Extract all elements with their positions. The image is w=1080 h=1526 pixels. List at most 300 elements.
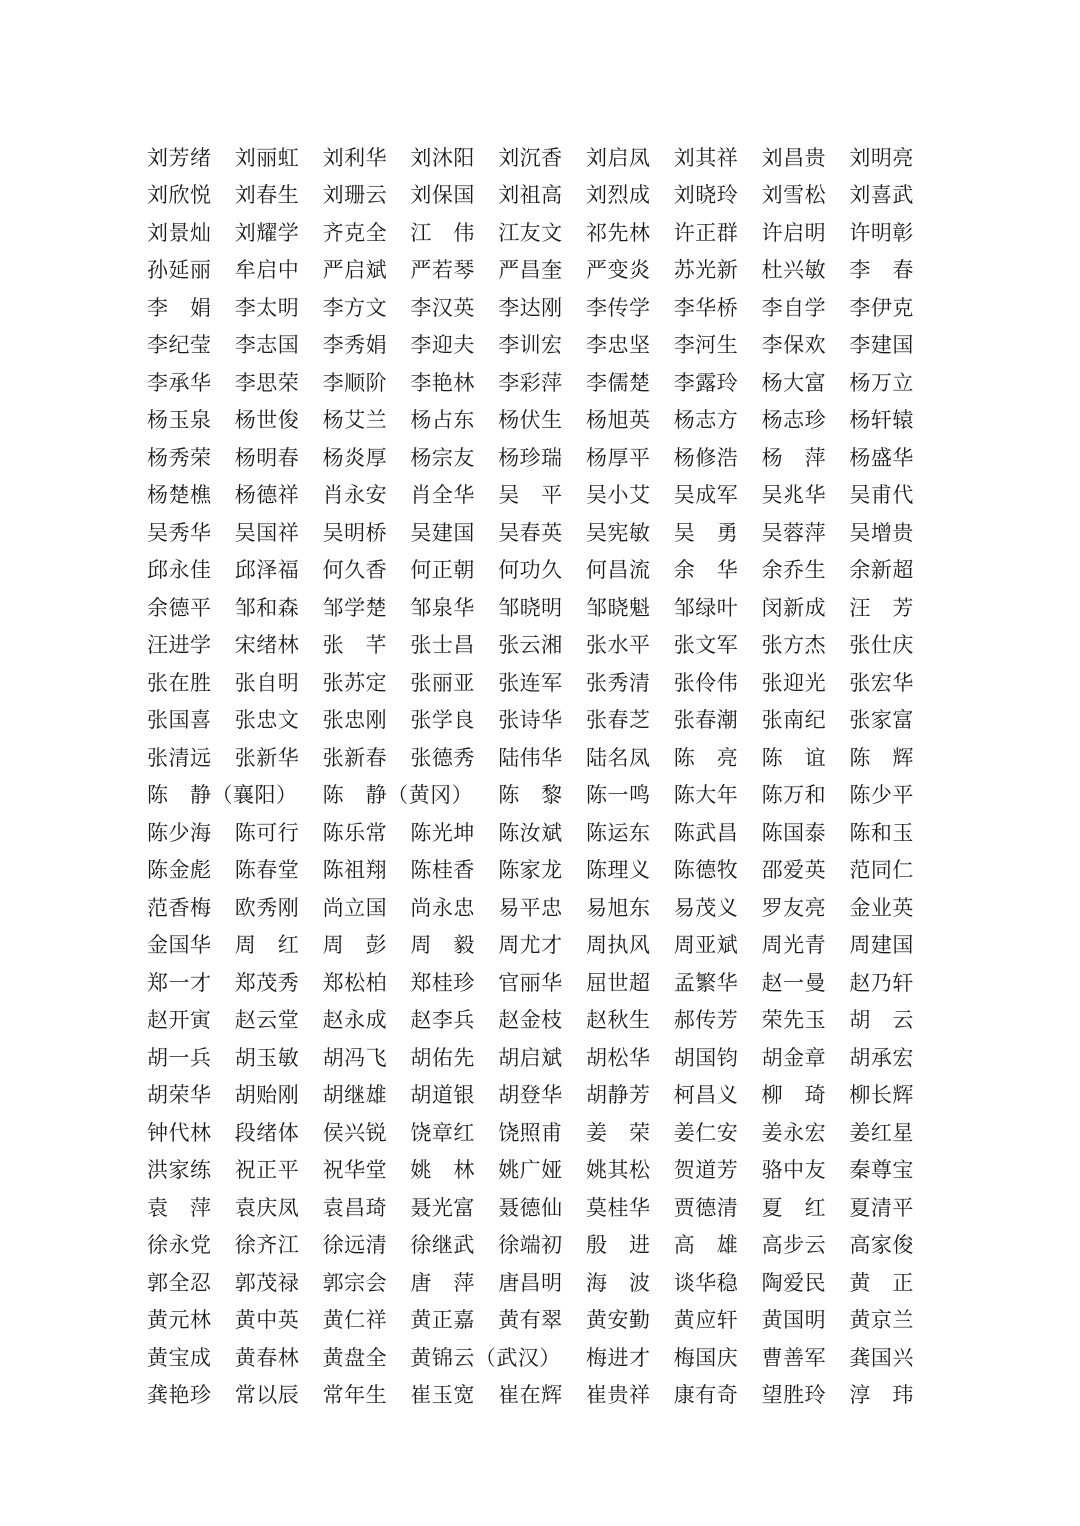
name-row [147, 1263, 937, 1301]
name-entry: 尚永忠 [410, 895, 475, 920]
name-entry: 黄盘全 [322, 1345, 388, 1370]
name-entry: 张国喜 [147, 708, 212, 733]
name-entry: 周光青 [761, 933, 827, 958]
name-entry: 张南纪 [761, 708, 827, 733]
name-entry: 张仕庆 [849, 633, 914, 658]
name-entry: 李方文 [322, 295, 388, 320]
name-entry: 常年生 [322, 1383, 388, 1408]
name-entry: 陈 谊 [761, 745, 827, 770]
name-entry: 陈祖翔 [322, 858, 388, 883]
name-entry: 柯昌义 [673, 1083, 739, 1108]
name-entry: 闵新成 [761, 595, 827, 620]
name-entry: 郭茂禄 [234, 1270, 300, 1295]
name-entry: 李顺阶 [322, 370, 388, 395]
name-entry: 陈运东 [585, 820, 651, 845]
name-entry: 江 伟 [410, 220, 475, 245]
name-entry: 张苏定 [322, 670, 388, 695]
name-entry: 吴春英 [498, 520, 563, 545]
name-entry: 周 毅 [410, 933, 475, 958]
name-entry: 饶照甫 [498, 1120, 563, 1145]
name-entry: 刘丽虹 [234, 145, 300, 170]
name-entry: 张新春 [322, 745, 388, 770]
name-entry: 袁昌琦 [322, 1195, 388, 1220]
name-entry: 欧秀刚 [234, 895, 300, 920]
name-entry: 张方杰 [761, 633, 827, 658]
name-entry: 张云湘 [498, 633, 563, 658]
name-entry: 贾德清 [673, 1195, 739, 1220]
name-entry: 李忠坚 [585, 333, 651, 358]
name-entry: 肖全华 [410, 483, 475, 508]
name-row [147, 438, 937, 476]
name-entry: 赵开寅 [147, 1008, 212, 1033]
name-entry: 周建国 [849, 933, 914, 958]
name-row [147, 1076, 937, 1114]
name-entry: 袁庆凤 [234, 1195, 300, 1220]
name-entry: 郑松柏 [322, 970, 388, 995]
name-row [147, 1113, 937, 1151]
name-entry: 刘祖高 [498, 183, 563, 208]
name-entry: 陈理义 [585, 858, 651, 883]
name-row [147, 326, 937, 364]
name-entry: 李传学 [585, 295, 651, 320]
name-row [147, 926, 937, 964]
name-entry: 陈春堂 [234, 858, 300, 883]
name-entry: 陈国泰 [761, 820, 827, 845]
name-entry: 邱泽福 [234, 558, 300, 583]
name-entry: 吴明桥 [322, 520, 388, 545]
name-entry: 胡一兵 [147, 1045, 212, 1070]
name-entry: 胡登华 [498, 1083, 563, 1108]
name-entry: 陈少海 [147, 820, 212, 845]
name-entry: 刘沐阳 [410, 145, 475, 170]
name-entry: 祝华堂 [322, 1158, 388, 1183]
name-entry: 陈乐常 [322, 820, 388, 845]
name-entry: 李承华 [147, 370, 212, 395]
name-row [147, 626, 937, 664]
name-entry: 张新华 [234, 745, 300, 770]
name-entry: 赵金枝 [498, 1008, 563, 1033]
name-entry: 唐昌明 [498, 1270, 563, 1295]
name-entry: 杨炎厚 [322, 445, 388, 470]
name-entry: 龚艳珍 [147, 1383, 212, 1408]
name-entry: 官丽华 [498, 970, 563, 995]
name-entry: 饶章红 [410, 1120, 475, 1145]
name-entry: 吴宪敏 [585, 520, 651, 545]
name-entry: 黄应轩 [673, 1308, 739, 1333]
name-row [147, 663, 937, 701]
name-entry: 李达刚 [498, 295, 563, 320]
name-entry: 肖永安 [322, 483, 388, 508]
name-entry: 李训宏 [498, 333, 563, 358]
name-entry: 常以辰 [234, 1383, 300, 1408]
name-entry: 李秀娟 [322, 333, 388, 358]
name-entry: 陈桂香 [410, 858, 475, 883]
name-entry: 崔在辉 [498, 1383, 563, 1408]
name-entry: 刘雪松 [761, 183, 827, 208]
name-entry: 姚其松 [585, 1158, 651, 1183]
name-entry: 罗友亮 [761, 895, 827, 920]
name-entry: 赵乃轩 [849, 970, 914, 995]
name-entry: 黄京兰 [849, 1308, 914, 1333]
name-entry: 何正朝 [410, 558, 475, 583]
name-entry: 高家俊 [849, 1233, 914, 1258]
name-entry: 胡道银 [410, 1083, 475, 1108]
name-row [147, 251, 937, 289]
name-entry: 陈 亮 [673, 745, 739, 770]
name-entry: 邵爱英 [761, 858, 827, 883]
name-entry: 陈 静（襄阳） [147, 783, 298, 808]
name-entry: 陈家龙 [498, 858, 563, 883]
name-entry: 刘欣悦 [147, 183, 212, 208]
name-entry: 张丽亚 [410, 670, 475, 695]
name-entry: 张迎光 [761, 670, 827, 695]
name-entry: 祝正平 [234, 1158, 300, 1183]
name-entry: 张秀清 [585, 670, 651, 695]
name-entry: 张家富 [849, 708, 914, 733]
name-entry: 杨伏生 [498, 408, 563, 433]
name-entry: 杨明春 [234, 445, 300, 470]
name-entry: 余乔生 [761, 558, 827, 583]
name-entry: 姜 荣 [585, 1120, 651, 1145]
name-entry: 徐永党 [147, 1233, 212, 1258]
name-entry: 刘景灿 [147, 220, 212, 245]
name-entry: 余 华 [673, 558, 739, 583]
name-entry: 刘沉香 [498, 145, 563, 170]
name-entry: 许启明 [761, 220, 827, 245]
name-entry: 陈光坤 [410, 820, 475, 845]
name-entry: 胡国钧 [673, 1045, 739, 1070]
name-entry: 黄 正 [849, 1270, 914, 1295]
name-entry: 黄有翠 [498, 1308, 563, 1333]
name-entry: 柳 琦 [761, 1083, 827, 1108]
name-entry: 郝传芳 [673, 1008, 739, 1033]
name-entry: 胡松华 [585, 1045, 651, 1070]
name-row [147, 888, 937, 926]
name-entry: 张自明 [234, 670, 300, 695]
name-entry: 赵永成 [322, 1008, 388, 1033]
name-entry: 骆中友 [761, 1158, 827, 1183]
name-entry: 陈金彪 [147, 858, 212, 883]
name-entry: 屈世超 [585, 970, 651, 995]
name-entry: 李艳林 [410, 370, 475, 395]
name-entry: 黄正嘉 [410, 1308, 475, 1333]
name-entry: 陆名凤 [585, 745, 651, 770]
name-entry: 杨占东 [410, 408, 475, 433]
name-entry: 孟繁华 [673, 970, 739, 995]
name-row [147, 701, 937, 739]
name-entry: 范同仁 [849, 858, 914, 883]
name-entry: 吴兆华 [761, 483, 827, 508]
name-entry: 刘耀学 [234, 220, 300, 245]
name-entry: 钟代林 [147, 1120, 212, 1145]
name-entry: 张德秀 [410, 745, 475, 770]
name-entry: 金国华 [147, 933, 212, 958]
name-entry: 胡金章 [761, 1045, 827, 1070]
name-entry: 赵云堂 [234, 1008, 300, 1033]
name-entry: 余新超 [849, 558, 914, 583]
name-entry: 胡佑先 [410, 1045, 475, 1070]
name-entry: 许明彰 [849, 220, 914, 245]
name-entry: 徐继武 [410, 1233, 475, 1258]
name-entry: 齐克全 [322, 220, 388, 245]
name-entry: 望胜玲 [761, 1383, 827, 1408]
name-entry: 张水平 [585, 633, 651, 658]
name-entry: 刘喜武 [849, 183, 914, 208]
name-entry: 李建国 [849, 333, 914, 358]
name-entry: 胡启斌 [498, 1045, 563, 1070]
name-entry: 杨玉泉 [147, 408, 212, 433]
name-entry: 吴小艾 [585, 483, 651, 508]
name-entry: 郑一才 [147, 970, 212, 995]
name-entry: 徐远清 [322, 1233, 388, 1258]
name-entry: 易旭东 [585, 895, 651, 920]
name-entry: 周 红 [234, 933, 300, 958]
name-entry: 姚广娅 [498, 1158, 563, 1183]
name-entry: 黄仁祥 [322, 1308, 388, 1333]
name-row [147, 1188, 937, 1226]
name-entry: 高步云 [761, 1233, 827, 1258]
name-entry: 赵一曼 [761, 970, 827, 995]
name-entry: 黄国明 [761, 1308, 827, 1333]
name-entry: 曹善军 [761, 1345, 827, 1370]
name-entry: 李纪莹 [147, 333, 212, 358]
name-entry: 陈 辉 [849, 745, 914, 770]
name-entry: 张 芊 [322, 633, 388, 658]
name-entry: 杨修浩 [673, 445, 739, 470]
name-entry: 郭宗会 [322, 1270, 388, 1295]
name-entry: 陈 黎 [498, 783, 563, 808]
name-row [147, 776, 937, 814]
name-entry: 刘明亮 [849, 145, 914, 170]
name-entry: 黄中英 [234, 1308, 300, 1333]
name-entry: 张诗华 [498, 708, 563, 733]
name-row [147, 513, 937, 551]
name-entry: 刘利华 [322, 145, 388, 170]
name-entry: 赵秋生 [585, 1008, 651, 1033]
name-entry: 康有奇 [673, 1383, 739, 1408]
name-entry: 杨秀荣 [147, 445, 212, 470]
name-entry: 张伶伟 [673, 670, 739, 695]
name-entry: 张忠文 [234, 708, 300, 733]
name-entry: 高 雄 [673, 1233, 739, 1258]
name-entry: 袁 萍 [147, 1195, 212, 1220]
name-entry: 李思荣 [234, 370, 300, 395]
name-entry: 李伊克 [849, 295, 914, 320]
name-entry: 段绪体 [234, 1120, 300, 1145]
name-row [147, 1301, 937, 1339]
name-entry: 洪家练 [147, 1158, 212, 1183]
name-entry: 汪进学 [147, 633, 212, 658]
name-row [147, 138, 937, 176]
name-entry: 陈和玉 [849, 820, 914, 845]
name-entry: 姜永宏 [761, 1120, 827, 1145]
name-entry: 张忠刚 [322, 708, 388, 733]
name-entry: 秦尊宝 [849, 1158, 914, 1183]
name-entry: 周 彭 [322, 933, 388, 958]
name-entry: 刘珊云 [322, 183, 388, 208]
name-row [147, 851, 937, 889]
name-entry: 龚国兴 [849, 1345, 914, 1370]
name-entry: 张在胜 [147, 670, 212, 695]
name-entry: 宋绪林 [234, 633, 300, 658]
name-entry: 陈武昌 [673, 820, 739, 845]
name-entry: 杨世俊 [234, 408, 300, 433]
name-row [147, 213, 937, 251]
name-entry: 吴秀华 [147, 520, 212, 545]
name-entry: 李志国 [234, 333, 300, 358]
name-entry: 刘昌贵 [761, 145, 827, 170]
name-entry: 李彩萍 [498, 370, 563, 395]
name-entry: 牟启中 [234, 258, 300, 283]
name-entry: 邱永佳 [147, 558, 212, 583]
name-entry: 刘保国 [410, 183, 475, 208]
name-entry: 刘启凤 [585, 145, 651, 170]
name-entry: 邹泉华 [410, 595, 475, 620]
name-entry: 邹晓魁 [585, 595, 651, 620]
name-entry: 胡贻刚 [234, 1083, 300, 1108]
name-entry: 汪 芳 [849, 595, 914, 620]
name-entry: 李太明 [234, 295, 300, 320]
name-entry: 杨万立 [849, 370, 914, 395]
name-entry: 吴增贵 [849, 520, 914, 545]
name-entry: 李汉英 [410, 295, 475, 320]
name-entry: 李 春 [849, 258, 914, 283]
name-entry: 贺道芳 [673, 1158, 739, 1183]
name-entry: 梅进才 [585, 1345, 651, 1370]
name-entry: 陈一鸣 [585, 783, 651, 808]
name-entry: 吴建国 [410, 520, 475, 545]
name-entry: 杨德祥 [234, 483, 300, 508]
name-entry: 何功久 [498, 558, 563, 583]
name-entry: 胡玉敏 [234, 1045, 300, 1070]
name-entry: 余德平 [147, 595, 212, 620]
name-entry: 杨轩辕 [849, 408, 914, 433]
name-row [147, 1001, 937, 1039]
name-entry: 严若琴 [410, 258, 475, 283]
name-entry: 陈汝斌 [498, 820, 563, 845]
name-entry: 胡荣华 [147, 1083, 212, 1108]
name-entry: 李河生 [673, 333, 739, 358]
name-row [147, 176, 937, 214]
name-list [147, 138, 937, 1413]
name-entry: 吴国祥 [234, 520, 300, 545]
name-row [147, 588, 937, 626]
name-entry: 杨珍瑞 [498, 445, 563, 470]
name-entry: 聂德仙 [498, 1195, 563, 1220]
name-entry: 严启斌 [322, 258, 388, 283]
name-entry: 胡继雄 [322, 1083, 388, 1108]
name-entry: 邹和森 [234, 595, 300, 620]
name-entry: 孙延丽 [147, 258, 212, 283]
name-entry: 邹学楚 [322, 595, 388, 620]
name-entry: 李自学 [761, 295, 827, 320]
name-row [147, 738, 937, 776]
name-entry: 严变炎 [585, 258, 651, 283]
name-entry: 陈 静（黄冈） [322, 783, 474, 808]
name-entry: 周执风 [585, 933, 651, 958]
name-entry: 易平忠 [498, 895, 563, 920]
name-entry: 杨旭英 [585, 408, 651, 433]
name-entry: 梅国庆 [673, 1345, 739, 1370]
name-entry: 张清远 [147, 745, 212, 770]
name-entry: 刘晓玲 [673, 183, 739, 208]
name-entry: 易茂义 [673, 895, 739, 920]
name-entry: 李 娟 [147, 295, 212, 320]
name-entry: 张连军 [498, 670, 563, 695]
name-entry: 黄宝成 [147, 1345, 212, 1370]
name-entry: 崔玉宽 [410, 1383, 475, 1408]
name-entry: 李保欢 [761, 333, 827, 358]
name-entry: 黄春林 [234, 1345, 300, 1370]
name-entry: 杨厚平 [585, 445, 651, 470]
name-entry: 殷 进 [585, 1233, 651, 1258]
name-entry: 张学良 [410, 708, 475, 733]
name-entry: 夏清平 [849, 1195, 914, 1220]
name-entry: 赵李兵 [410, 1008, 475, 1033]
name-entry: 聂光富 [410, 1195, 475, 1220]
name-entry: 周亚斌 [673, 933, 739, 958]
name-entry: 吴甫代 [849, 483, 914, 508]
name-entry: 刘烈成 [585, 183, 651, 208]
name-entry: 黄元林 [147, 1308, 212, 1333]
name-entry: 徐齐江 [234, 1233, 300, 1258]
name-entry: 徐端初 [498, 1233, 563, 1258]
name-entry: 严昌奎 [498, 258, 563, 283]
name-entry: 郭全忍 [147, 1270, 212, 1295]
name-entry: 范香梅 [147, 895, 212, 920]
name-row [147, 963, 937, 1001]
name-row [147, 1376, 937, 1414]
name-entry: 淳 玮 [849, 1383, 914, 1408]
name-entry: 张春芝 [585, 708, 651, 733]
name-entry: 陈可行 [234, 820, 300, 845]
name-entry: 姚 林 [410, 1158, 475, 1183]
name-entry: 周尤才 [498, 933, 563, 958]
name-entry: 谈华稳 [673, 1270, 739, 1295]
name-entry: 陈大年 [673, 783, 739, 808]
name-entry: 杜兴敏 [761, 258, 827, 283]
name-row [147, 1338, 937, 1376]
name-entry: 吴 平 [498, 483, 563, 508]
name-row [147, 288, 937, 326]
name-entry: 杨楚樵 [147, 483, 212, 508]
name-entry: 黄安勤 [585, 1308, 651, 1333]
name-entry: 姜仁安 [673, 1120, 739, 1145]
name-entry: 苏光新 [673, 258, 739, 283]
name-entry: 李华桥 [673, 295, 739, 320]
name-entry: 吴成军 [673, 483, 739, 508]
name-entry: 胡 云 [849, 1008, 914, 1033]
name-entry: 张士昌 [410, 633, 475, 658]
name-entry: 陈万和 [761, 783, 827, 808]
name-entry: 胡承宏 [849, 1045, 914, 1070]
name-entry: 郑桂珍 [410, 970, 475, 995]
name-entry: 杨志方 [673, 408, 739, 433]
name-entry: 郑茂秀 [234, 970, 300, 995]
name-entry: 莫桂华 [585, 1195, 651, 1220]
name-entry: 刘芳绪 [147, 145, 212, 170]
name-entry: 李儒楚 [585, 370, 651, 395]
name-entry: 杨盛华 [849, 445, 914, 470]
name-entry: 刘其祥 [673, 145, 739, 170]
name-row [147, 551, 937, 589]
name-entry: 李露玲 [673, 370, 739, 395]
name-entry: 李迎夫 [410, 333, 475, 358]
name-entry: 崔贵祥 [585, 1383, 651, 1408]
name-entry: 金业英 [849, 895, 914, 920]
name-entry: 张文军 [673, 633, 739, 658]
name-entry: 陶爱民 [761, 1270, 827, 1295]
